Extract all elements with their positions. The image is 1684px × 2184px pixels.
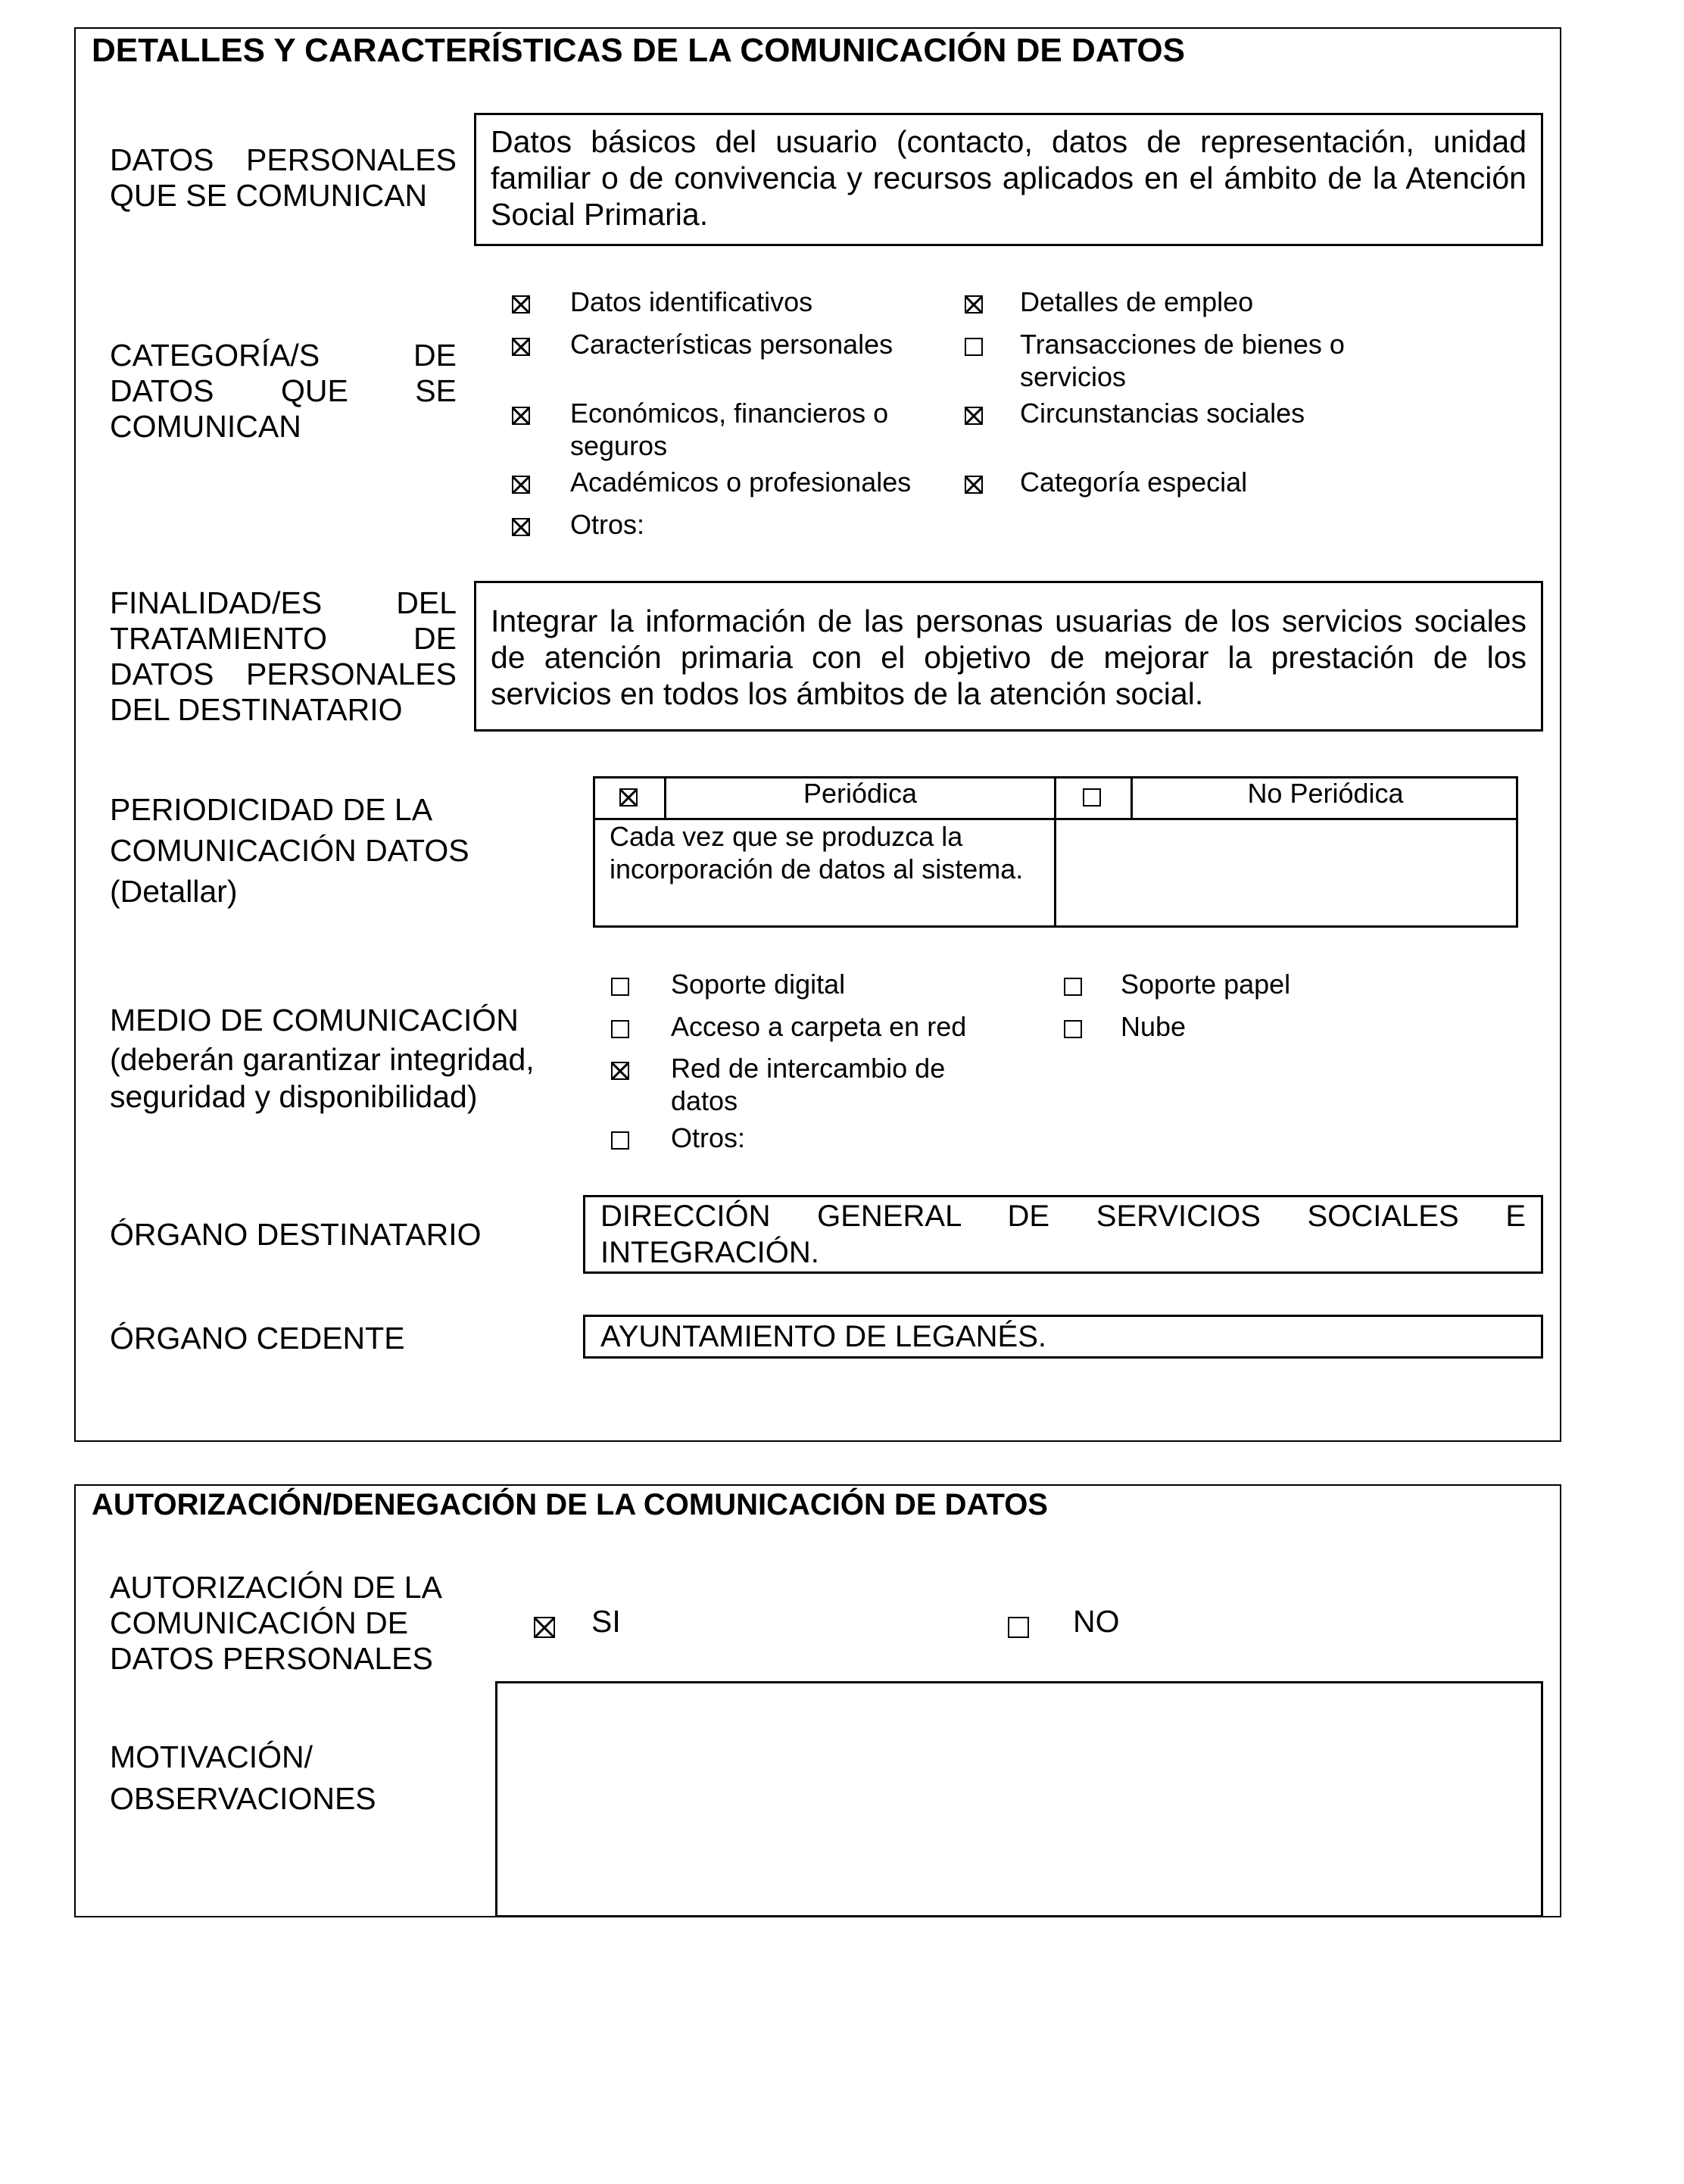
autorizacion-no-label: NO bbox=[1073, 1604, 1120, 1639]
motivacion-label-line2: OBSERVACIONES bbox=[110, 1781, 376, 1816]
organo-destinatario-label: ÓRGANO DESTINATARIO bbox=[110, 1217, 482, 1252]
categorias-label-line2: DATOS QUE SE bbox=[110, 373, 457, 408]
finalidad-value: Integrar la información de las personas usuarias de los servicios sociales de atención primaria con el objetivo de mejorar la prestación de los servicios en todos los ámbitos de la atención social. bbox=[491, 604, 1527, 711]
autorizacion-label-line2: COMUNICACIÓN DE bbox=[110, 1605, 409, 1640]
motivacion-box[interactable] bbox=[495, 1681, 1543, 1917]
periodicidad-label-line1: PERIODICIDAD DE LA bbox=[110, 792, 433, 827]
section-detalles-title: DETALLES Y CARACTERÍSTICAS DE LA COMUNICACIÓN DE DATOS bbox=[92, 32, 1185, 69]
autorizacion-label-line1: AUTORIZACIÓN DE LA bbox=[110, 1570, 442, 1605]
cat-academicos-label: Académicos o profesionales bbox=[570, 466, 912, 498]
cat-circunstancias-sociales-label: Circunstancias sociales bbox=[1020, 398, 1305, 429]
cat-academicos-checkbox[interactable] bbox=[512, 476, 530, 494]
medio-red-intercambio-label: Red de intercambio de datos bbox=[671, 1053, 946, 1116]
finalidad-label-line4: DEL DESTINATARIO bbox=[110, 692, 403, 727]
cat-detalles-empleo-label: Detalles de empleo bbox=[1020, 286, 1254, 317]
finalidad-label-line3: DATOS PERSONALES bbox=[110, 657, 457, 691]
autorizacion-no-checkbox[interactable] bbox=[1008, 1617, 1029, 1638]
autorizacion-si-checkbox[interactable] bbox=[534, 1617, 555, 1638]
cat-economicos-label: Económicos, financieros o seguros bbox=[570, 398, 889, 461]
periodica-checkbox[interactable] bbox=[619, 788, 638, 807]
medio-otros-checkbox[interactable] bbox=[611, 1131, 629, 1150]
autorizacion-si-label: SI bbox=[591, 1604, 621, 1639]
finalidad-label-line1: FINALIDAD/ES DEL bbox=[110, 585, 457, 620]
cat-caracteristicas-personales-label: Características personales bbox=[570, 329, 893, 360]
autorizacion-label-line3: DATOS PERSONALES bbox=[110, 1641, 433, 1676]
organo-destinatario-value: DIRECCIÓN GENERAL DE SERVICIOS SOCIALES E INTEGRACIÓN. bbox=[600, 1200, 1526, 1269]
cat-datos-identificativos-label: Datos identificativos bbox=[570, 286, 813, 317]
cat-categoria-especial-label: Categoría especial bbox=[1020, 466, 1248, 498]
medio-nube-label: Nube bbox=[1121, 1011, 1187, 1042]
datos-personales-label-line2: QUE SE COMUNICAN bbox=[110, 178, 428, 213]
medio-soporte-digital-label: Soporte digital bbox=[671, 969, 846, 1000]
organo-cedente-value: AYUNTAMIENTO DE LEGANÉS. bbox=[600, 1320, 1047, 1353]
cat-otros-checkbox[interactable] bbox=[512, 518, 530, 536]
section-autorizacion-title: AUTORIZACIÓN/DENEGACIÓN DE LA COMUNICACIÓN DE DATOS bbox=[92, 1488, 1048, 1521]
periodicidad-table-col-divider-2 bbox=[1054, 776, 1056, 928]
cat-categoria-especial-checkbox[interactable] bbox=[965, 476, 983, 494]
medio-acceso-carpeta-label: Acceso a carpeta en red bbox=[671, 1011, 967, 1042]
cat-datos-identificativos-checkbox[interactable] bbox=[512, 295, 530, 314]
medio-soporte-digital-checkbox[interactable] bbox=[611, 978, 629, 996]
cat-circunstancias-sociales-checkbox[interactable] bbox=[965, 407, 983, 425]
medio-acceso-carpeta-checkbox[interactable] bbox=[611, 1020, 629, 1038]
motivacion-label-line1: MOTIVACIÓN/ bbox=[110, 1739, 313, 1774]
cat-caracteristicas-personales-checkbox[interactable] bbox=[512, 338, 530, 356]
datos-personales-value: Datos básicos del usuario (contacto, datos de representación, unidad familiar o de convivencia y recursos aplicados en el ámbito de la Atención Social Primaria. bbox=[491, 124, 1527, 232]
finalidad-label-line2: TRATAMIENTO DE bbox=[110, 621, 457, 656]
categorias-label-line1: CATEGORÍA/S DE bbox=[110, 338, 457, 373]
cat-otros-label: Otros: bbox=[570, 509, 645, 540]
cat-detalles-empleo-checkbox[interactable] bbox=[965, 295, 983, 314]
organo-cedente-label: ÓRGANO CEDENTE bbox=[110, 1321, 405, 1356]
cat-transacciones-checkbox[interactable] bbox=[965, 338, 983, 356]
cat-economicos-checkbox[interactable] bbox=[512, 407, 530, 425]
medio-nube-checkbox[interactable] bbox=[1064, 1020, 1082, 1038]
periodicidad-label-line3: (Detallar) bbox=[110, 874, 238, 909]
medio-soporte-papel-checkbox[interactable] bbox=[1064, 978, 1082, 996]
categorias-label-line3: COMUNICAN bbox=[110, 409, 301, 444]
medio-label-line1: MEDIO DE COMUNICACIÓN bbox=[110, 1003, 519, 1037]
cat-transacciones-label: Transacciones de bienes o servicios bbox=[1020, 329, 1345, 392]
periodica-label: Periódica bbox=[803, 778, 918, 809]
medio-label-line2: (deberán garantizar integridad, bbox=[110, 1042, 535, 1077]
medio-otros-label: Otros: bbox=[671, 1122, 746, 1153]
medio-red-intercambio-checkbox[interactable] bbox=[611, 1062, 629, 1080]
datos-personales-label-line1: DATOS PERSONALES bbox=[110, 142, 457, 177]
medio-soporte-papel-label: Soporte papel bbox=[1121, 969, 1291, 1000]
periodicidad-detalle: Cada vez que se produzca la incorporación de datos al sistema. bbox=[610, 821, 1024, 885]
medio-label-line3: seguridad y disponibilidad) bbox=[110, 1079, 478, 1114]
no-periodica-checkbox[interactable] bbox=[1083, 788, 1101, 807]
periodicidad-label-line2: COMUNICACIÓN DATOS bbox=[110, 833, 469, 868]
no-periodica-label: No Periódica bbox=[1247, 778, 1404, 809]
